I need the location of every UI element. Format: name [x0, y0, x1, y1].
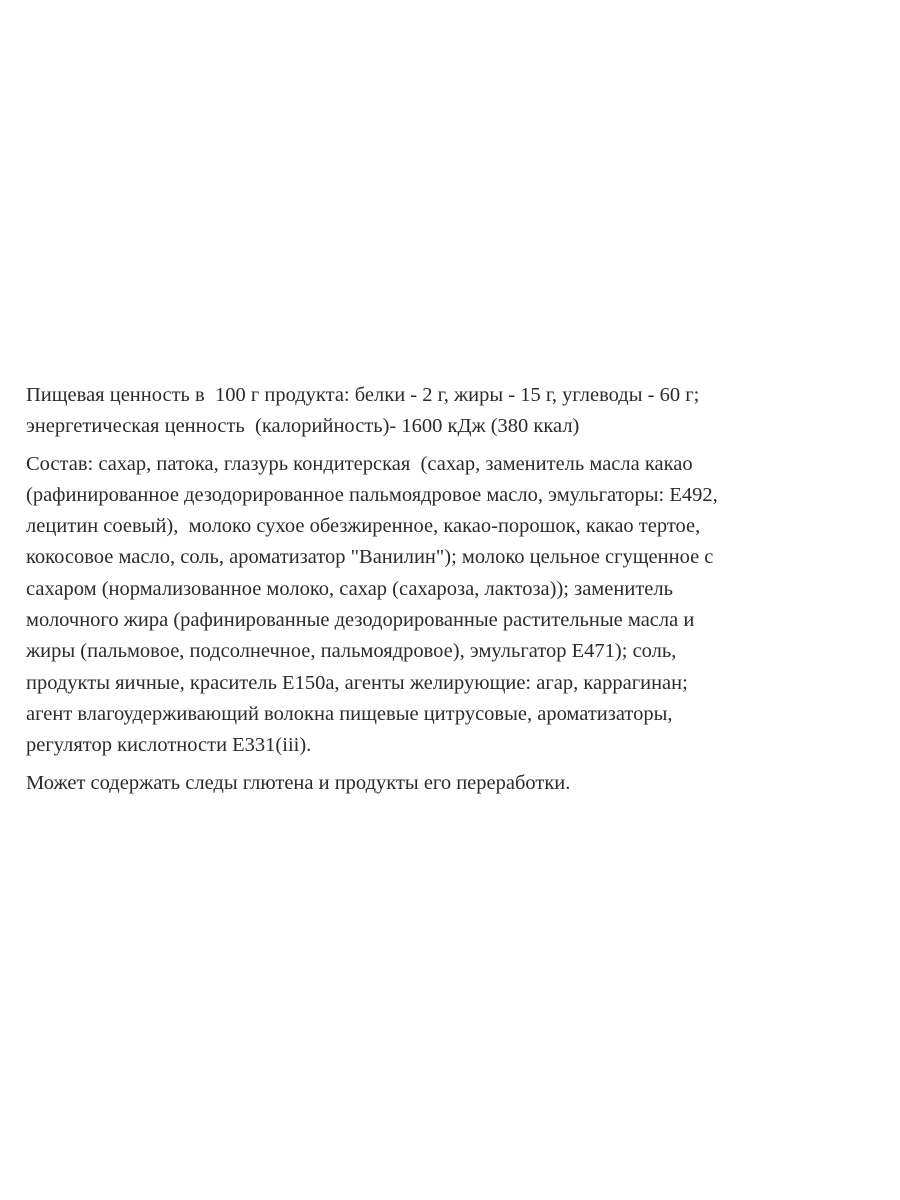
composition-line: жиры (пальмовое, подсолнечное, пальмоядровое), эмульгатор Е471); соль, — [26, 640, 677, 663]
composition-paragraph — [26, 449, 886, 762]
composition-line: кокосовое масло, соль, ароматизатор "Ванилин"); молоко цельное сгущенное с — [26, 546, 714, 569]
product-label-text — [26, 380, 886, 805]
composition-line: (рафинированное дезодорированное пальмоядровое масло, эмульгаторы: Е492, — [26, 483, 718, 506]
allergen-line: Может содержать следы глютена и продукты его переработки. — [26, 771, 571, 794]
nutrition-line: Пищевая ценность в 100 г продукта: белки - 2 г, жиры - 15 г, углеводы - 60 г; — [26, 384, 700, 406]
allergen-paragraph — [26, 768, 886, 799]
nutrition-paragraph — [26, 380, 886, 443]
composition-line: сахаром (нормализованное молоко, сахар (сахароза, лактоза)); заменитель — [26, 577, 673, 600]
composition-line: продукты яичные, краситель Е150а, агенты желирующие: агар, каррагинан; — [26, 671, 688, 694]
composition-line: молочного жира (рафинированные дезодорированные растительные масла и — [26, 609, 695, 632]
composition-line: лецитин соевый), молоко сухое обезжиренное, какао-порошок, какао тертое, — [26, 515, 701, 538]
composition-line: агент влагоудерживающий волокна пищевые цитрусовые, ароматизаторы, — [26, 702, 673, 725]
nutrition-line: энергетическая ценность (калорийность)- 1600 кДж (380 ккал) — [26, 415, 580, 438]
composition-line: регулятор кислотности Е331(iii). — [26, 734, 312, 757]
composition-line: Состав: сахар, патока, глазурь кондитерская (сахар, заменитель масла какао — [26, 452, 693, 475]
